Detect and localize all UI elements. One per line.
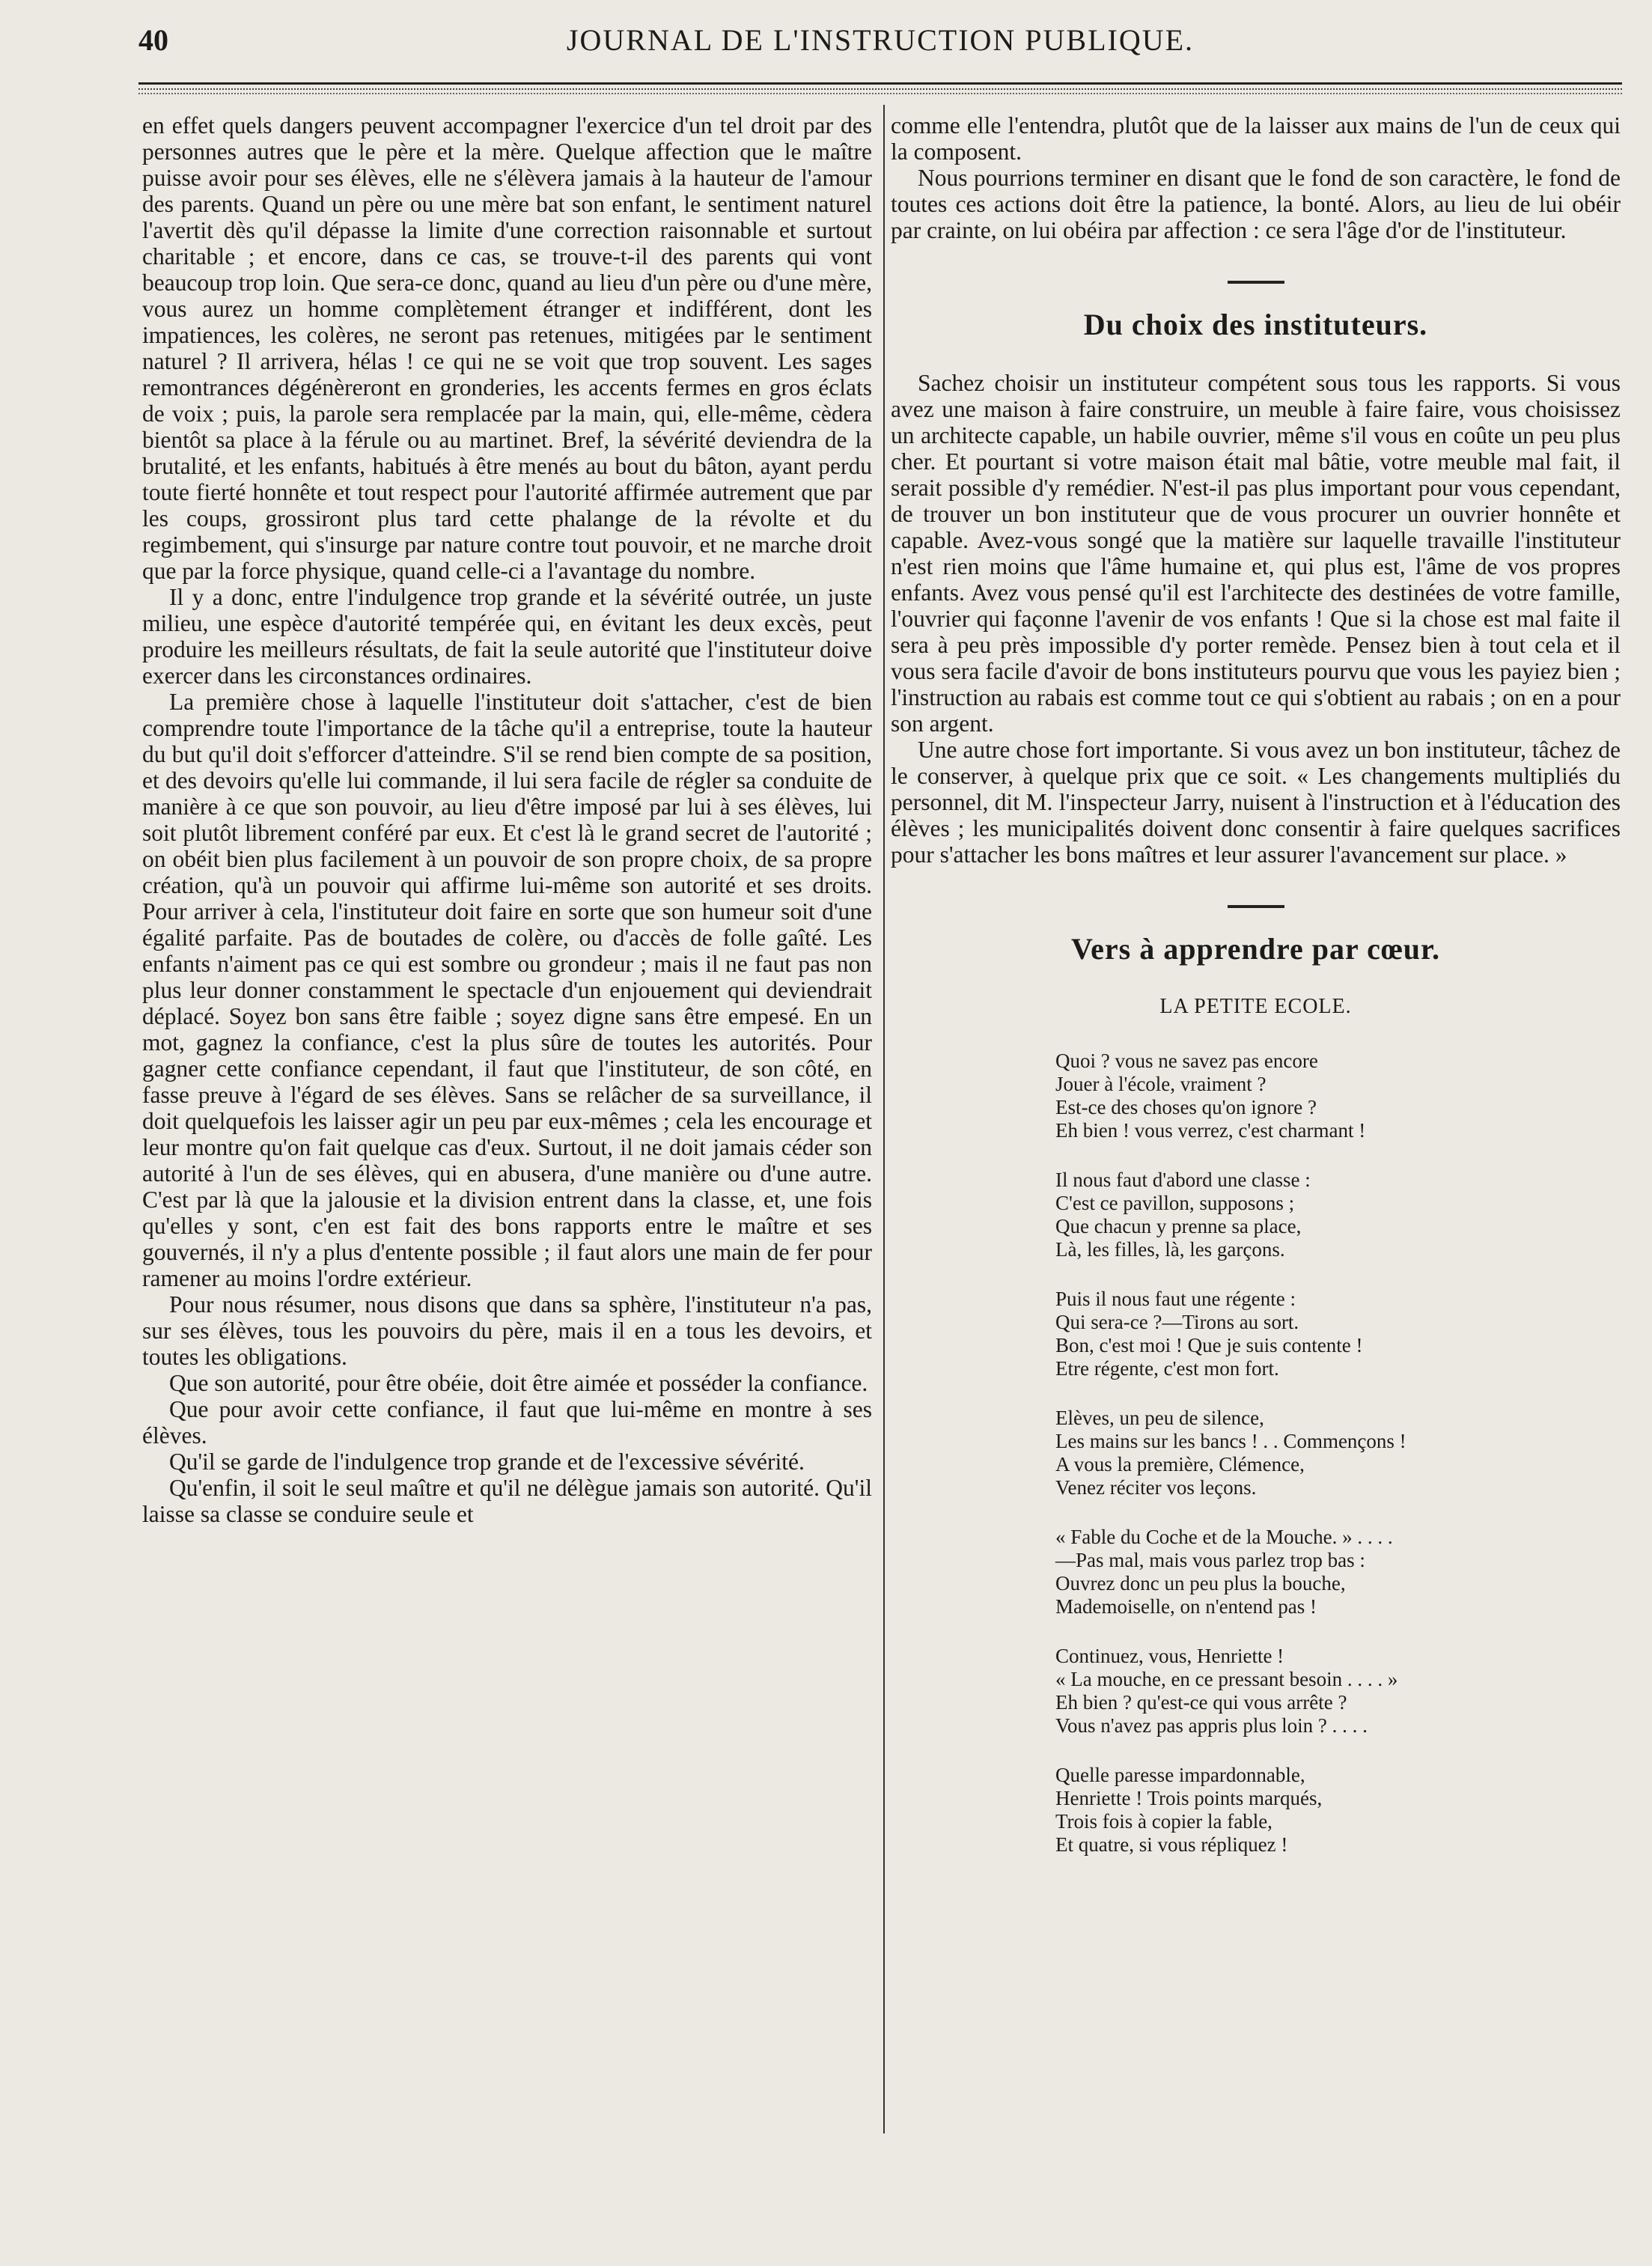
stanza — [1055, 1645, 1621, 1737]
poem-line: A vous la première, Clémence, — [1055, 1453, 1305, 1475]
paragraph: Qu'enfin, il soit le seul maître et qu'il ne délègue jamais son autorité. Qu'il laisse sa classe se conduire seule et — [142, 1475, 872, 1527]
paragraph: Que son autorité, pour être obéie, doit être aimée et posséder la confiance. — [169, 1370, 868, 1396]
poem-title: LA PETITE ECOLE. — [1159, 995, 1352, 1018]
section-title-vers: Vers à apprendre par cœur. — [1070, 932, 1441, 966]
poem-line: Jouer à l'école, vraiment ? — [1055, 1073, 1267, 1095]
poem-line: Il nous faut d'abord une classe : — [1055, 1169, 1311, 1191]
header-dotted-rule-secondary — [138, 93, 1622, 94]
poem-line: Et quatre, si vous répliquez ! — [1055, 1833, 1288, 1856]
stanza — [1055, 1050, 1621, 1142]
paragraph: Pour nous résumer, nous disons que dans sa sphère, l'instituteur n'a pas, sur ses élèves, tous les pouvoirs du père, mais il en a tous les devoirs, et toutes les obligations. — [142, 1291, 872, 1370]
stanza — [1055, 1288, 1621, 1380]
paragraph: Une autre chose fort importante. Si vous avez un bon instituteur, tâchez de le conserver, à quelque prix que ce soit. « Les changements multipliés du personnel, dit M. l'inspecteur Jarry, nuisent à l'instruction et à l'éducation des élèves ; les municipalités doivent donc consentir à faire quelques sacrifices pour s'attacher les bons maîtres et leur assurer l'avancement sur place. » — [891, 737, 1621, 868]
left-column — [142, 112, 872, 1527]
poem-line: Venez réciter vos leçons. — [1055, 1476, 1257, 1499]
poem-line: Là, les filles, là, les garçons. — [1055, 1238, 1285, 1261]
column-divider — [883, 105, 885, 2133]
paragraph: Il y a donc, entre l'indulgence trop grande et la sévérité outrée, un juste milieu, une espèce d'autorité tempérée qui, en évitant les deux excès, peut produire les meilleurs résultats, de fait la seule autorité que l'instituteur doive exercer dans les circonstances ordinaires. — [142, 584, 872, 689]
section-divider — [1228, 281, 1284, 284]
section-title-choix: Du choix des instituteurs. — [1083, 308, 1428, 341]
stanza — [1055, 1407, 1621, 1499]
paragraph: La première chose à laquelle l'instituteur doit s'attacher, c'est de bien comprendre toute l'importance de la tâche qu'il a entreprise, toute la hauteur du but qu'il doit s'efforcer d'atteindre. S'il se rend bien compte de sa position, et des devoirs qu'elle lui commande, il lui sera facile de régler sa conduite de manière à ce que son pouvoir, au lieu d'être imposé par lui à ses élèves, lui soit plutôt librement conféré par eux. Et c'est là le grand secret de l'autorité ; on obéit bien plus facilement à un pouvoir de son propre choix, de sa propre création, qu'à un pouvoir qui affirme lui-même son autorité et ses droits. Pour arriver à cela, l'instituteur doit faire en sorte que son humeur soit d'une égalité parfaite. Pas de boutades de colère, ou d'accès de folle gaîté. Les enfants n'aiment pas ce qui est sombre ou grondeur ; mais il ne faut pas non plus leur donner constamment le spectacle d'un enjouement qui deviendrait déplacé. Soyez bon sans être faible ; soyez digne sans être empesé. En un mot, gagnez la confiance, c'est la plus sûre de toutes les autorités. Pour gagner cette confiance cependant, il faut que l'instituteur, de son côté, en fasse preuve à l'égard de ses élèves. Sans se relâcher de sa surveillance, il doit quelquefois les laisser agir un peu par eux-mêmes ; cela les encourage et leur montre qu'on fait quelque cas d'eux. Surtout, il ne doit jamais céder son autorité à l'un de ses élèves, qui en abusera, d'une manière ou d'une autre. C'est par là que la jalousie et la division entrent dans la classe, et, une fois qu'elles y sont, c'en est fait des bons rapports entre le maître et ses gouvernés, il n'y a plus d'entente possible ; il faut alors une main de fer pour ramener au moins l'ordre extérieur. — [142, 689, 872, 1291]
poem-line: Eh bien ! vous verrez, c'est charmant ! — [1055, 1119, 1366, 1142]
poem-line: Quelle paresse impardonnable, — [1055, 1764, 1305, 1786]
poem-line: Trois fois à copier la fable, — [1055, 1810, 1272, 1833]
stanza — [1055, 1764, 1621, 1857]
page-number: 40 — [138, 23, 168, 57]
poem-line: Continuez, vous, Henriette ! — [1055, 1645, 1284, 1667]
poem-line: Puis il nous faut une régente : — [1055, 1288, 1296, 1310]
stanza — [1055, 1169, 1621, 1261]
right-column — [891, 112, 1621, 1883]
poem-line: Henriette ! Trois points marqués, — [1055, 1787, 1323, 1809]
header-rule — [138, 82, 1622, 85]
poem-line: Eh bien ? qu'est-ce qui vous arrête ? — [1055, 1691, 1347, 1714]
paragraph: Nous pourrions terminer en disant que le fond de son caractère, le fond de toutes ces actions doit être la patience, la bonté. Alors, au lieu de lui obéir par crainte, on lui obéira par affection : ce sera l'âge d'or de l'instituteur. — [891, 165, 1621, 243]
poem-line: C'est ce pavillon, supposons ; — [1055, 1192, 1295, 1214]
paragraph: Qu'il se garde de l'indulgence trop grande et de l'excessive sévérité. — [169, 1449, 805, 1475]
poem-line: Les mains sur les bancs ! . . Commençons ! — [1055, 1430, 1406, 1452]
paragraph: comme elle l'entendra, plutôt que de la laisser aux mains de l'un de ceux qui la composent. — [891, 112, 1621, 165]
poem-line: —Pas mal, mais vous parlez trop bas : — [1055, 1549, 1365, 1571]
poem-line: « Fable du Coche et de la Mouche. » . . . . — [1055, 1526, 1393, 1548]
poem-line: Vous n'avez pas appris plus loin ? . . . . — [1055, 1714, 1368, 1737]
poem-line: Que chacun y prenne sa place, — [1055, 1215, 1302, 1237]
section-divider — [1228, 905, 1284, 908]
journal-title: JOURNAL DE L'INSTRUCTION PUBLIQUE. — [566, 23, 1195, 57]
poem-line: Quoi ? vous ne savez pas encore — [1055, 1050, 1318, 1072]
poem — [891, 1050, 1621, 1857]
poem-line: Ouvrez donc un peu plus la bouche, — [1055, 1572, 1346, 1595]
poem-line: Mademoiselle, on n'entend pas ! — [1055, 1595, 1317, 1618]
poem-line: Etre régente, c'est mon fort. — [1055, 1357, 1279, 1380]
poem-line: Bon, c'est moi ! Que je suis contente ! — [1055, 1334, 1363, 1356]
page-header — [138, 22, 1622, 64]
header-dotted-rule — [138, 88, 1622, 90]
paragraph: Que pour avoir cette confiance, il faut que lui-même en montre à ses élèves. — [142, 1396, 872, 1449]
stanza — [1055, 1526, 1621, 1618]
poem-line: Qui sera-ce ?—Tirons au sort. — [1055, 1311, 1299, 1333]
poem-line: Est-ce des choses qu'on ignore ? — [1055, 1096, 1317, 1118]
paragraph: Sachez choisir un instituteur compétent sous tous les rapports. Si vous avez une maison à faire construire, un meuble à faire faire, vous choisissez un architecte capable, un habile ouvrier, même s'il vous en coûte un peu plus cher. Et pourtant si votre maison était mal bâtie, votre meuble mal fait, il serait possible d'y remédier. N'est-il pas plus important pour vous cependant, de trouver un bon instituteur que de vous procurer un ouvrier honnête et capable. Avez-vous songé que la matière sur laquelle travaille l'instituteur n'est rien moins que l'âme humaine et, qui plus est, l'âme de vos propres enfants. Avez vous pensé qu'il est l'architecte des destinées de votre famille, l'ouvrier qui façonne l'avenir de vos enfants ! Que si la chose est mal faite il sera à peu près impossible d'y porter remède. Pensez bien à tout cela et il vous sera facile d'avoir de bons instituteurs pourvu que vous les payiez bien ; l'instruction au rabais est comme tout ce qui s'obtient au rabais ; on en a pour son argent. — [891, 370, 1621, 737]
poem-line: « La mouche, en ce pressant besoin . . . . » — [1055, 1668, 1398, 1690]
poem-line: Elèves, un peu de silence, — [1055, 1407, 1264, 1429]
paragraph: en effet quels dangers peuvent accompagner l'exercice d'un tel droit par des personnes autres que le père et la mère. Quelque affection que le maître puisse avoir pour ses élèves, elle ne s'élèvera jamais à la hauteur de l'amour des parents. Quand un père ou une mère bat son enfant, le sentiment naturel l'avertit dès qu'il dépasse la limite d'une correction raisonnable et surtout charitable ; et encore, dans ce cas, se trouve-t-il des parents qui vont beaucoup trop loin. Que sera-ce donc, quand au lieu d'un père ou d'une mère, vous aurez un homme complètement étranger et indifférent, dont les impatiences, les colères, ne seront pas retenues, mitigées par le sentiment naturel ? Il arrivera, hélas ! ce qui ne se voit que trop souvent. Les sages remontrances dégénèreront en gronderies, les accents fermes en gros éclats de voix ; puis, la parole sera remplacée par la main, qui, elle-même, cèdera bientôt sa place à la férule ou au martinet. Bref, la sévérité deviendra de la brutalité, et les enfants, habitués à être menés au bout du bâton, ayant perdu toute fierté honnête et tout respect pour l'autorité affirmée autrement que par les coups, grossiront plus tard cette phalange de la révolte et du regimbement, qui s'insurge par nature contre tout pouvoir, et ne marche droit que par la force physique, quand celle-ci a l'avantage du nombre. — [142, 112, 872, 584]
